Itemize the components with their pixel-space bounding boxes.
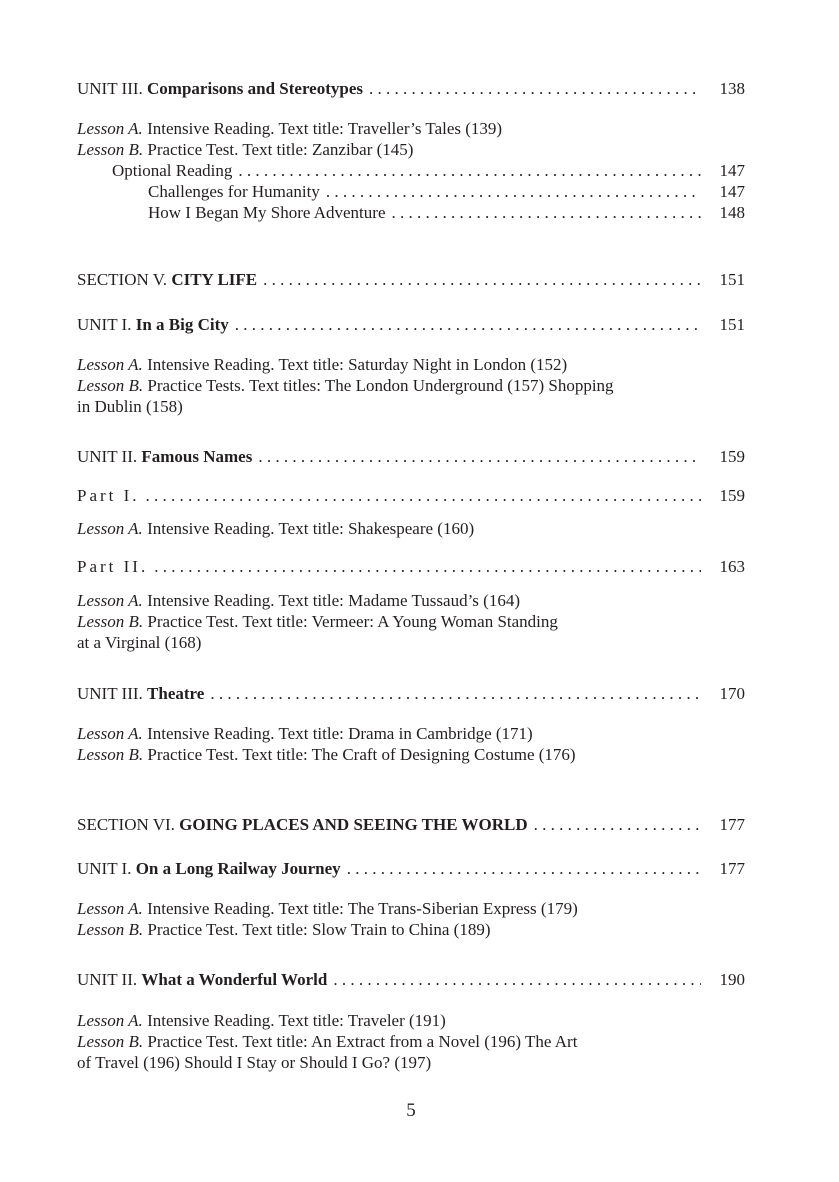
lesson-b-line <box>77 611 717 632</box>
entry-prefix: UNIT III. <box>77 684 143 703</box>
lesson-label: Lesson B. <box>77 745 144 764</box>
entry-prefix: UNIT II. <box>77 970 138 989</box>
lesson-b-continuation: in Dublin (158) <box>77 397 183 416</box>
lesson-label: Lesson B. <box>77 376 144 395</box>
lesson-text: Practice Test. Text title: Vermeer: A Young Woman Standing <box>147 612 558 631</box>
entry-title: Optional Reading <box>112 160 238 182</box>
lesson-a-line <box>77 723 717 744</box>
lesson-text: Practice Test. Text title: An Extract from a Novel (196) The Art <box>147 1032 578 1051</box>
lesson-label: Lesson B. <box>77 140 144 159</box>
lesson-text: Practice Test. Text title: The Craft of Designing Costume (176) <box>147 745 576 764</box>
lesson-label: Lesson A. <box>77 724 143 743</box>
dot-leader <box>534 814 701 836</box>
entry-page: 148 <box>719 203 745 222</box>
lesson-text: Intensive Reading. Text title: The Trans-Siberian Express (179) <box>147 899 578 918</box>
entry-page: 163 <box>719 557 745 576</box>
toc-entry-section-5[interactable] <box>77 269 745 291</box>
lesson-text: Intensive Reading. Text title: Shakespeare (160) <box>147 519 475 538</box>
lesson-block <box>77 898 717 940</box>
dot-leader <box>392 202 702 224</box>
lesson-text: Intensive Reading. Text title: Traveller’s Tales (139) <box>147 119 503 138</box>
entry-title: Part II. <box>77 556 154 578</box>
entry-page: 151 <box>719 270 745 289</box>
dot-leader <box>235 314 701 336</box>
lesson-block <box>77 723 717 765</box>
entry-prefix: UNIT I. <box>77 315 132 334</box>
lesson-text: Practice Tests. Text titles: The London Underground (157) Shopping <box>147 376 614 395</box>
lesson-text: Intensive Reading. Text title: Traveler (191) <box>147 1011 446 1030</box>
lesson-b-line <box>77 919 717 940</box>
entry-page: 170 <box>719 684 745 703</box>
lesson-b-line <box>77 375 717 396</box>
dot-leader <box>333 969 701 991</box>
lesson-b-line <box>77 1031 717 1052</box>
entry-page: 159 <box>719 486 745 505</box>
lesson-a-line <box>77 590 717 611</box>
dot-leader <box>263 269 701 291</box>
lesson-b-continuation: at a Virginal (168) <box>77 633 202 652</box>
lesson-b-continuation: of Travel (196) Should I Stay or Should I Go? (197) <box>77 1053 432 1072</box>
lesson-a-line <box>77 354 717 375</box>
lesson-block <box>77 1010 717 1073</box>
lesson-b-line <box>77 139 717 160</box>
toc-entry-shore-adventure[interactable] <box>148 202 745 224</box>
toc-entry-section-6[interactable] <box>77 814 745 836</box>
lesson-label: Lesson A. <box>77 119 143 138</box>
lesson-text: Intensive Reading. Text title: Madame Tussaud’s (164) <box>147 591 520 610</box>
lesson-block <box>77 518 717 539</box>
entry-title: Theatre <box>147 684 205 703</box>
lesson-label: Lesson A. <box>77 355 143 374</box>
entry-page: 177 <box>719 815 745 834</box>
lesson-text: Intensive Reading. Text title: Saturday Night in London (152) <box>147 355 568 374</box>
toc-entry-unit-2-famous-names[interactable] <box>77 446 745 468</box>
entry-title: Challenges for Humanity <box>148 181 326 203</box>
lesson-label: Lesson A. <box>77 1011 143 1030</box>
toc-entry-unit-3-theatre[interactable] <box>77 683 745 705</box>
dot-leader <box>154 556 701 578</box>
lesson-text: Practice Test. Text title: Zanzibar (145) <box>147 140 414 159</box>
lesson-block <box>77 354 717 417</box>
entry-page: 159 <box>719 447 745 466</box>
entry-page: 190 <box>719 970 745 989</box>
entry-page: 151 <box>719 315 745 334</box>
dot-leader <box>258 446 701 468</box>
lesson-a-line <box>77 118 717 139</box>
entry-page: 147 <box>719 161 745 180</box>
lesson-block <box>77 118 717 160</box>
lesson-text: Intensive Reading. Text title: Drama in Cambridge (171) <box>147 724 533 743</box>
dot-leader <box>210 683 701 705</box>
lesson-text: Practice Test. Text title: Slow Train to China (189) <box>147 920 491 939</box>
dot-leader <box>146 485 701 507</box>
lesson-a-line <box>77 518 717 539</box>
entry-title: How I Began My Shore Adventure <box>148 202 392 224</box>
entry-prefix: SECTION VI. <box>77 815 175 834</box>
entry-prefix: UNIT III. <box>77 79 143 98</box>
toc-entry-unit-1-railway[interactable] <box>77 858 745 880</box>
entry-title: What a Wonderful World <box>141 970 328 989</box>
lesson-label: Lesson A. <box>77 591 143 610</box>
entry-title: Comparisons and Stereotypes <box>147 79 364 98</box>
lesson-b-line <box>77 744 717 765</box>
lesson-block <box>77 590 717 653</box>
dot-leader <box>238 160 701 182</box>
dot-leader <box>369 78 701 100</box>
lesson-a-line <box>77 1010 717 1031</box>
entry-title: CITY LIFE <box>171 270 258 289</box>
lesson-a-line <box>77 898 717 919</box>
toc-entry-challenges[interactable] <box>148 181 745 203</box>
lesson-label: Lesson B. <box>77 920 144 939</box>
entry-page: 147 <box>719 182 745 201</box>
entry-title: On a Long Railway Journey <box>135 859 341 878</box>
page-number: 5 <box>406 1100 416 1121</box>
entry-prefix: UNIT I. <box>77 859 132 878</box>
lesson-label: Lesson B. <box>77 1032 144 1051</box>
dot-leader <box>326 181 701 203</box>
toc-page <box>77 0 745 1182</box>
toc-entry-unit-1-big-city[interactable] <box>77 314 745 336</box>
toc-entry-unit-2-wonderful-world[interactable] <box>77 969 745 991</box>
entry-title: Part I. <box>77 485 146 507</box>
entry-prefix: UNIT II. <box>77 447 138 466</box>
entry-title: GOING PLACES AND SEEING THE WORLD <box>179 815 528 834</box>
dot-leader <box>347 858 701 880</box>
toc-entry-unit-3-comparisons[interactable] <box>77 78 745 100</box>
entry-title: In a Big City <box>135 315 229 334</box>
entry-title: Famous Names <box>141 447 253 466</box>
entry-prefix: SECTION V. <box>77 270 168 289</box>
toc-entry-optional-reading[interactable] <box>112 160 745 182</box>
entry-page: 177 <box>719 859 745 878</box>
toc-entry-part-2[interactable] <box>77 556 745 578</box>
entry-page: 138 <box>719 79 745 98</box>
toc-entry-part-1[interactable] <box>77 485 745 507</box>
lesson-label: Lesson A. <box>77 899 143 918</box>
lesson-label: Lesson B. <box>77 612 144 631</box>
lesson-label: Lesson A. <box>77 519 143 538</box>
